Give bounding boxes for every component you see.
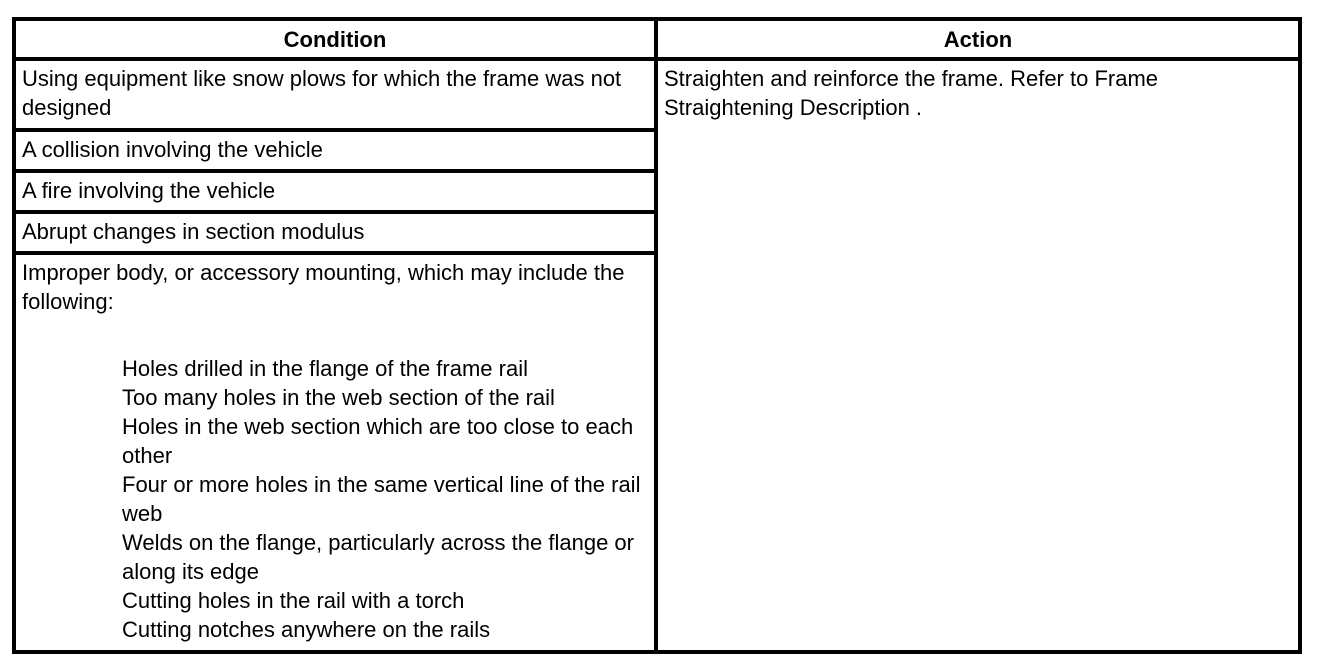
condition-row-5-text: Improper body, or accessory mounting, which may include the following:	[22, 260, 625, 314]
condition-row-4: Abrupt changes in section modulus	[16, 214, 658, 255]
mounting-issues-list	[122, 354, 648, 644]
action-cell: Straighten and reinforce the frame. Refer to Frame Straightening Description .	[664, 66, 1159, 120]
mounting-issue-item: Holes in the web section which are too close to each other	[122, 414, 634, 468]
mounting-issue-item: Holes drilled in the flange of the frame rail	[122, 356, 528, 381]
condition-row-5	[16, 255, 658, 650]
mounting-issue-item: Welds on the flange, particularly across the flange or along its edge	[122, 530, 634, 584]
condition-row-2: A collision involving the vehicle	[16, 132, 658, 173]
condition-action-table	[12, 17, 1302, 654]
mounting-issue-item: Four or more holes in the same vertical line of the rail web	[122, 472, 641, 526]
condition-row-1: Using equipment like snow plows for which the frame was not designed	[16, 61, 658, 132]
action-header: Action	[658, 21, 1298, 61]
mounting-issue-item: Cutting holes in the rail with a torch	[122, 588, 465, 613]
condition-header: Condition	[16, 21, 658, 61]
condition-row-3: A fire involving the vehicle	[16, 173, 658, 214]
mounting-issue-item: Too many holes in the web section of the rail	[122, 385, 555, 410]
mounting-issue-item: Cutting notches anywhere on the rails	[122, 617, 491, 642]
